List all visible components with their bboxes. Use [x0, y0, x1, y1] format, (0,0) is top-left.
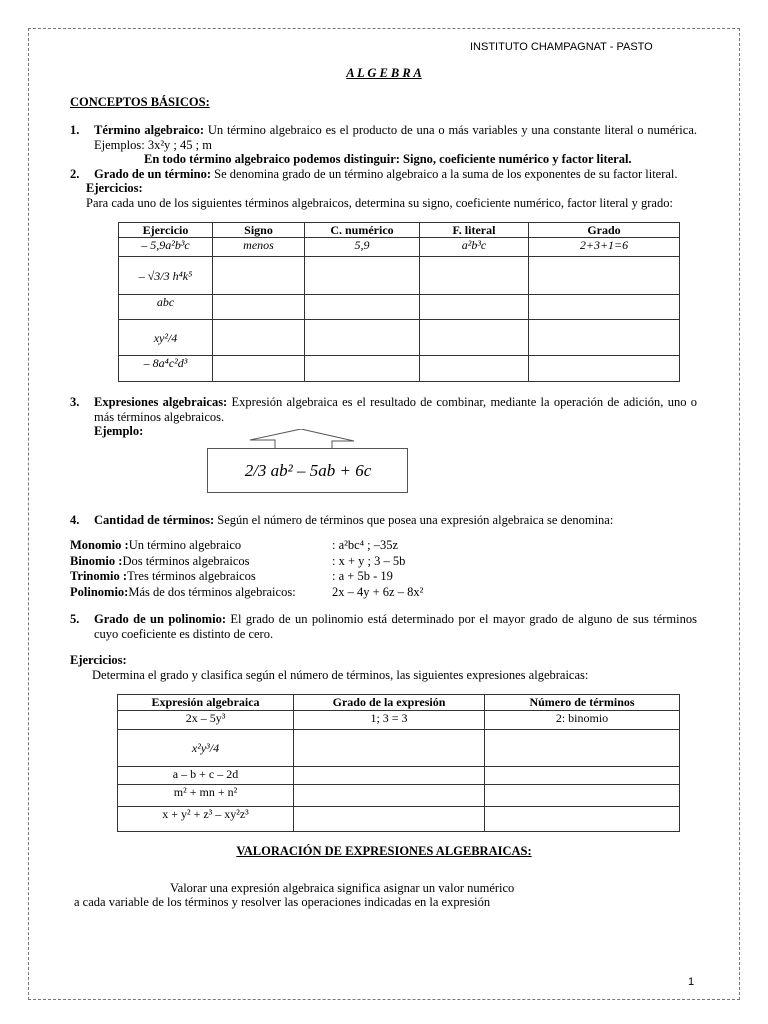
cell-grado[interactable]	[294, 785, 485, 807]
example-label: Ejemplo:	[94, 424, 144, 438]
classification-trinomio	[70, 569, 332, 585]
item-text: Un término algebraico es el producto de una o más variables y una constante literal o numérica. Ejemplos: 3x²y ; 45 ; m	[94, 123, 697, 152]
table-row	[118, 767, 680, 785]
item-term: Grado de un polinomio:	[94, 612, 226, 626]
item-number: 2.	[70, 166, 80, 181]
classification-binomio	[70, 554, 332, 570]
valoracion-line-1: Valorar una expresión algebraica significa asignar un valor numérico	[170, 880, 515, 895]
header-institution: INSTITUTO CHAMPAGNAT - PASTO	[470, 41, 653, 53]
class-name: Monomio :	[70, 538, 129, 552]
cell-coeficiente[interactable]	[305, 320, 420, 356]
exercises-2-label: Ejercicios:	[70, 653, 127, 667]
item-1-extra: En todo término algebraico podemos distinguir: Signo, coeficiente numérico y factor literal.	[144, 152, 632, 166]
table-row	[119, 257, 680, 295]
example-callout	[200, 439, 697, 505]
cell-numero-terminos[interactable]: 2: binomio	[485, 711, 680, 730]
classification-list	[70, 538, 697, 600]
cell-literal[interactable]	[420, 320, 529, 356]
cell-signo[interactable]	[213, 295, 305, 320]
document-body	[70, 66, 697, 910]
class-desc: Un término algebraico	[128, 538, 242, 552]
page-title: A L G E B R A	[346, 66, 422, 80]
item-term: Término algebraico:	[94, 123, 205, 137]
cell-signo[interactable]	[213, 320, 305, 356]
cell-coeficiente[interactable]	[305, 295, 420, 320]
cell-literal[interactable]: a²b³c	[420, 238, 529, 257]
cell-grado[interactable]: 1; 3 = 3	[294, 711, 485, 730]
item-text: El grado de un polinomio está determinado por el mayor grado de alguno de sus términos cuyo coeficiente es distinto de cero.	[94, 612, 697, 641]
item-3	[70, 395, 697, 424]
cell-expresion: x²y³/4	[118, 730, 294, 767]
cell-expresion: a – b + c – 2d	[118, 767, 294, 785]
cell-numero-terminos[interactable]	[485, 807, 680, 832]
column-header: Número de términos	[485, 695, 680, 711]
cell-expresion: 2x – 5y³	[118, 711, 294, 730]
item-number: 3.	[70, 395, 80, 409]
cell-grado[interactable]	[529, 295, 680, 320]
class-name: Binomio :	[70, 553, 123, 568]
table-row	[118, 785, 680, 807]
column-header: Expresión algebraica	[118, 695, 294, 711]
cell-coeficiente[interactable]: 5,9	[305, 238, 420, 257]
cell-grado[interactable]	[294, 807, 485, 832]
expressions-table	[117, 694, 680, 832]
section-title: CONCEPTOS BÁSICOS:	[70, 94, 210, 109]
terms-table	[118, 222, 680, 382]
cell-signo[interactable]	[213, 257, 305, 295]
cell-coeficiente[interactable]	[305, 257, 420, 295]
class-name: Trinomio :	[70, 569, 128, 583]
cell-grado[interactable]	[294, 730, 485, 767]
item-text: Se denomina grado de un término algebraico a la suma de los exponentes de su factor literal.	[214, 166, 678, 181]
class-example: 2x – 4y + 6z – 8x²	[332, 584, 424, 599]
table-row	[118, 807, 680, 832]
exercises-1-text: Para cada uno de los siguientes términos algebraicos, determina su signo, coeficiente numérico, factor literal y grado:	[86, 195, 673, 210]
cell-grado[interactable]	[294, 767, 485, 785]
cell-grado[interactable]	[529, 257, 680, 295]
column-header: Grado	[529, 223, 680, 238]
cell-signo[interactable]: menos	[213, 238, 305, 257]
class-desc: Tres términos algebraicos	[127, 569, 256, 583]
exercises-label: Ejercicios:	[86, 181, 143, 195]
cell-signo[interactable]	[213, 356, 305, 382]
example-expression: 2/3 ab² – 5ab + 6c	[244, 460, 372, 480]
cell-numero-terminos[interactable]	[485, 730, 680, 767]
class-desc: Más de dos términos algebraicos:	[128, 584, 296, 599]
table-row	[118, 730, 680, 767]
item-2	[70, 167, 697, 182]
cell-ejercicio: – 5,9a²b³c	[119, 238, 213, 257]
cell-ejercicio: – 8a⁴c²d³	[119, 356, 213, 382]
table-row	[119, 295, 680, 320]
table-row	[119, 356, 680, 382]
class-example: : a²bc⁴ ; –35z	[332, 538, 399, 552]
cell-grado[interactable]	[529, 320, 680, 356]
valoracion-title: VALORACIÓN DE EXPRESIONES ALGEBRAICAS:	[236, 844, 532, 858]
page-number: 1	[688, 976, 695, 988]
class-desc: Dos términos algebraicos	[122, 553, 250, 568]
cell-coeficiente[interactable]	[305, 356, 420, 382]
column-header: C. numérico	[305, 223, 420, 238]
item-text: Según el número de términos que posea una expresión algebraica se denomina:	[217, 512, 614, 527]
cell-grado[interactable]: 2+3+1=6	[529, 238, 680, 257]
valoracion-line-2: a cada variable de los términos y resolver las operaciones indicadas en la expresión	[74, 895, 491, 909]
cell-literal[interactable]	[420, 257, 529, 295]
cell-literal[interactable]	[420, 356, 529, 382]
table-row	[119, 320, 680, 356]
class-example: : a + 5b - 19	[332, 569, 393, 583]
cell-ejercicio: abc	[119, 295, 213, 320]
item-number: 5.	[70, 612, 80, 626]
column-header: F. literal	[420, 223, 529, 238]
cell-expresion: m² + mn + n²	[118, 785, 294, 807]
column-header: Signo	[213, 223, 305, 238]
item-term: Cantidad de términos:	[94, 512, 215, 527]
cell-numero-terminos[interactable]	[485, 785, 680, 807]
item-1	[70, 123, 697, 152]
class-example: : x + y ; 3 – 5b	[332, 553, 406, 568]
table-row	[119, 238, 680, 257]
table-row	[118, 711, 680, 730]
cell-numero-terminos[interactable]	[485, 767, 680, 785]
item-text: Expresión algebraica es el resultado de combinar, mediante la operación de adición, uno o más términos algebraicos.	[94, 395, 697, 424]
item-5	[70, 612, 697, 641]
cell-ejercicio: – √3/3 h⁴k⁵	[119, 257, 213, 295]
item-number: 1.	[70, 123, 80, 137]
item-number: 4.	[70, 512, 80, 527]
item-term: Expresiones algebraicas:	[94, 395, 228, 409]
cell-ejercicio: xy²/4	[119, 320, 213, 356]
exercises-2-text: Determina el grado y clasifica según el número de términos, las siguientes expresiones algebraicas:	[92, 667, 589, 682]
column-header: Grado de la expresión	[294, 695, 485, 711]
column-header: Ejercicio	[119, 223, 213, 238]
class-name: Polinomio:	[70, 584, 129, 599]
cell-grado[interactable]	[529, 356, 680, 382]
item-term: Grado de un término:	[94, 166, 212, 181]
classification-polinomio	[70, 585, 332, 601]
cell-literal[interactable]	[420, 295, 529, 320]
item-4	[70, 513, 697, 528]
cell-expresion: x + y² + z³ – xy²z³	[118, 807, 294, 832]
classification-monomio	[70, 538, 332, 554]
